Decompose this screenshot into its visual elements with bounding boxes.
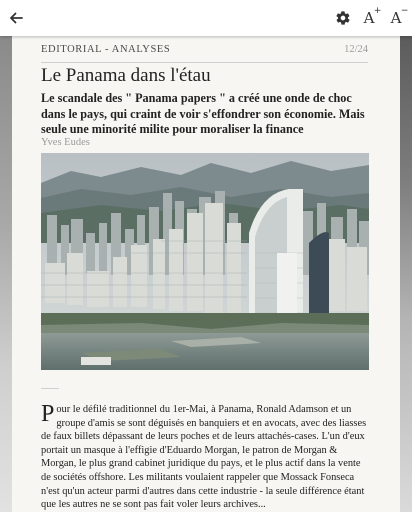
top-toolbar <box>0 0 412 36</box>
article-header <box>41 44 368 63</box>
back-button[interactable] <box>4 6 28 30</box>
font-decrease-icon: A − <box>390 6 409 27</box>
article-body <box>41 403 368 512</box>
article-photo[interactable] <box>41 153 369 370</box>
previous-page-preview[interactable] <box>0 36 12 512</box>
divider <box>41 388 59 389</box>
section-label: EDITORIAL - ANALYSES <box>41 44 171 55</box>
settings-button[interactable] <box>331 6 355 30</box>
drop-cap: P <box>41 401 55 427</box>
next-page-preview[interactable] <box>400 36 412 512</box>
gear-icon <box>335 10 351 26</box>
article-body-text: our le défilé traditionnel du 1er-Mai, à Panama, Ronald Adamson et un groupe d'amis se sont déguisés en banquiers et en avocats, avec des liasses de faux billets dépassant de leurs poches et de leurs attachés-cases. L'un d'eux portait un masque à l'effigie d'Eduardo Morgan, le patron de Morgan & Morgan, le plus grand cabinet juridique du pays, et le plus actif dans la vente de sociétés offshore. Les militants voulaient rappeler que Mossack Fonseca n'est qu'un acteur parmi d'autres dans cette industrie - la seule différence étant que les autres ne se sont pas fait voler leurs archives... <box>41 404 367 511</box>
font-increase-button[interactable] <box>357 6 381 30</box>
article-title: Le Panama dans l'étau <box>41 65 211 86</box>
font-increase-icon: A + <box>363 6 382 27</box>
article-page[interactable] <box>12 36 400 512</box>
font-decrease-button[interactable] <box>384 6 408 30</box>
article-author[interactable]: Yves Eudes <box>41 137 90 148</box>
city-skyline-image <box>41 153 369 370</box>
arrow-left-icon <box>8 10 24 26</box>
article-subtitle: Le scandale des " Panama papers " a créé une onde de choc dans le pays, qui craint de voir s'effondrer son économie. Mais seule une minorité milite pour moraliser la finance <box>41 91 365 136</box>
page-counter: 12/24 <box>344 44 368 55</box>
